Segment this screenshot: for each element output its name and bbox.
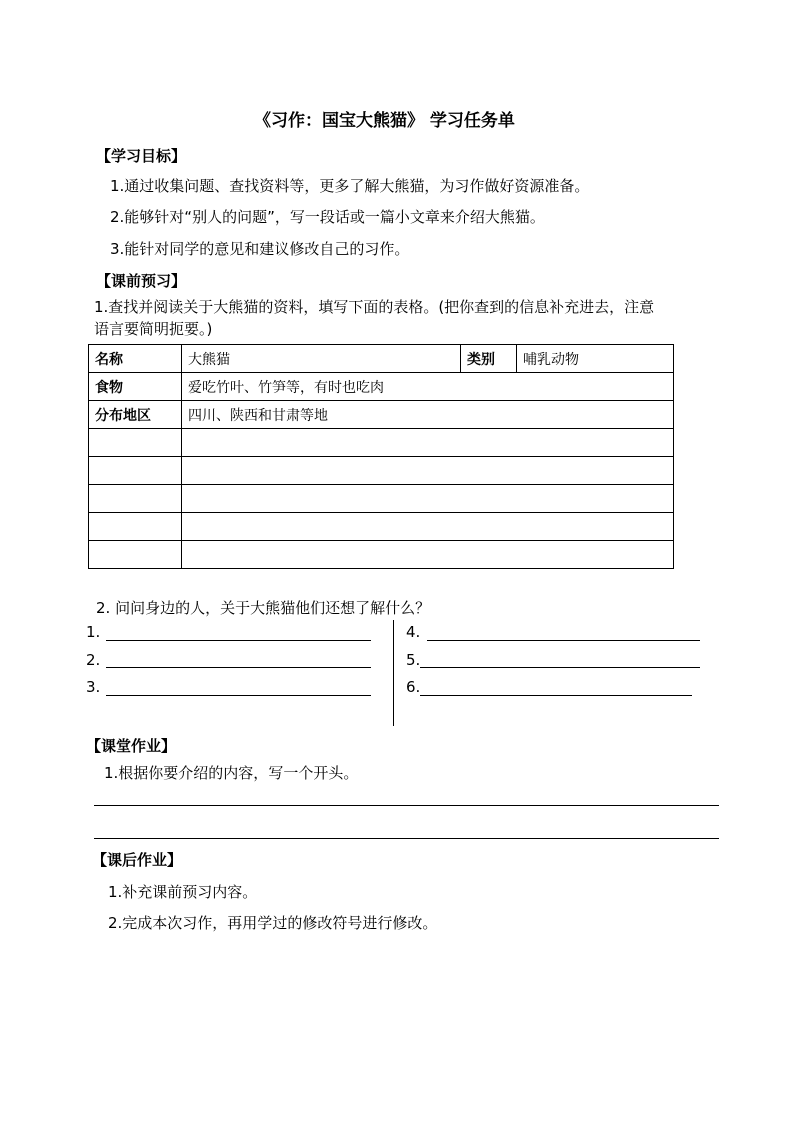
table-cell[interactable] [89, 541, 182, 569]
answer-number: 6. [406, 678, 421, 696]
answer-line[interactable] [106, 667, 371, 668]
table-cell[interactable] [182, 541, 674, 569]
table-row [89, 373, 674, 401]
goal-item: 3.能针对同学的意见和建议修改自己的习作。 [110, 240, 410, 258]
answer-number: 4. [406, 623, 421, 641]
table-cell[interactable] [89, 429, 182, 457]
table-row [89, 345, 674, 373]
table-cell[interactable] [89, 485, 182, 513]
answer-number: 3. [86, 678, 101, 696]
homework-item: 1.补充课前预习内容。 [108, 883, 258, 901]
answer-line[interactable] [420, 667, 700, 668]
answer-line[interactable] [420, 695, 692, 696]
answer-line[interactable] [427, 640, 700, 641]
table-cell-label: 分布地区 [89, 401, 182, 429]
table-cell-label: 食物 [89, 373, 182, 401]
writing-line[interactable] [94, 838, 719, 839]
table-row [89, 429, 674, 457]
table-row [89, 485, 674, 513]
table-cell[interactable] [182, 457, 674, 485]
answer-number: 2. [86, 651, 101, 669]
table-row [89, 513, 674, 541]
preview-instruction: 语言要简明扼要。) [94, 320, 213, 338]
table-row [89, 401, 674, 429]
goal-item: 1.通过收集问题、查找资料等，更多了解大熊猫，为习作做好资源准备。 [110, 177, 590, 195]
section-heading-preview: 【课前预习】 [96, 272, 187, 290]
writing-line[interactable] [94, 805, 719, 806]
table-row [89, 541, 674, 569]
page-title: 《习作：国宝大熊猫》 学习任务单 [254, 111, 515, 131]
table-cell[interactable]: 爱吃竹叶、竹笋等，有时也吃肉 [182, 373, 674, 401]
table-cell[interactable]: 哺乳动物 [517, 345, 674, 373]
table-cell[interactable] [182, 485, 674, 513]
column-divider [393, 620, 394, 726]
table-row [89, 457, 674, 485]
table-cell[interactable] [89, 513, 182, 541]
answer-line[interactable] [106, 640, 371, 641]
table-cell-label: 名称 [89, 345, 182, 373]
goal-item: 2.能够针对“别人的问题”，写一段话或一篇小文章来介绍大熊猫。 [110, 208, 545, 226]
table-cell-label: 类别 [461, 345, 517, 373]
table-cell[interactable] [89, 457, 182, 485]
question-2: 2. 问问身边的人，关于大熊猫他们还想了解什么？ [96, 599, 431, 617]
table-cell[interactable] [182, 513, 674, 541]
panda-info-table [88, 344, 674, 569]
homework-item: 2.完成本次习作，再用学过的修改符号进行修改。 [108, 914, 438, 932]
classwork-item: 1.根据你要介绍的内容，写一个开头。 [104, 764, 359, 782]
table-cell[interactable]: 大熊猫 [182, 345, 461, 373]
preview-instruction: 1.查找并阅读关于大熊猫的资料，填写下面的表格。(把你查到的信息补充进去，注意 [94, 298, 655, 316]
section-heading-classwork: 【课堂作业】 [86, 737, 177, 755]
section-heading-homework: 【课后作业】 [92, 851, 183, 869]
answer-line[interactable] [106, 695, 371, 696]
table-cell[interactable] [182, 429, 674, 457]
answer-number: 5. [406, 651, 421, 669]
table-cell[interactable]: 四川、陕西和甘肃等地 [182, 401, 674, 429]
section-heading-goals: 【学习目标】 [96, 147, 187, 165]
answer-number: 1. [86, 623, 101, 641]
